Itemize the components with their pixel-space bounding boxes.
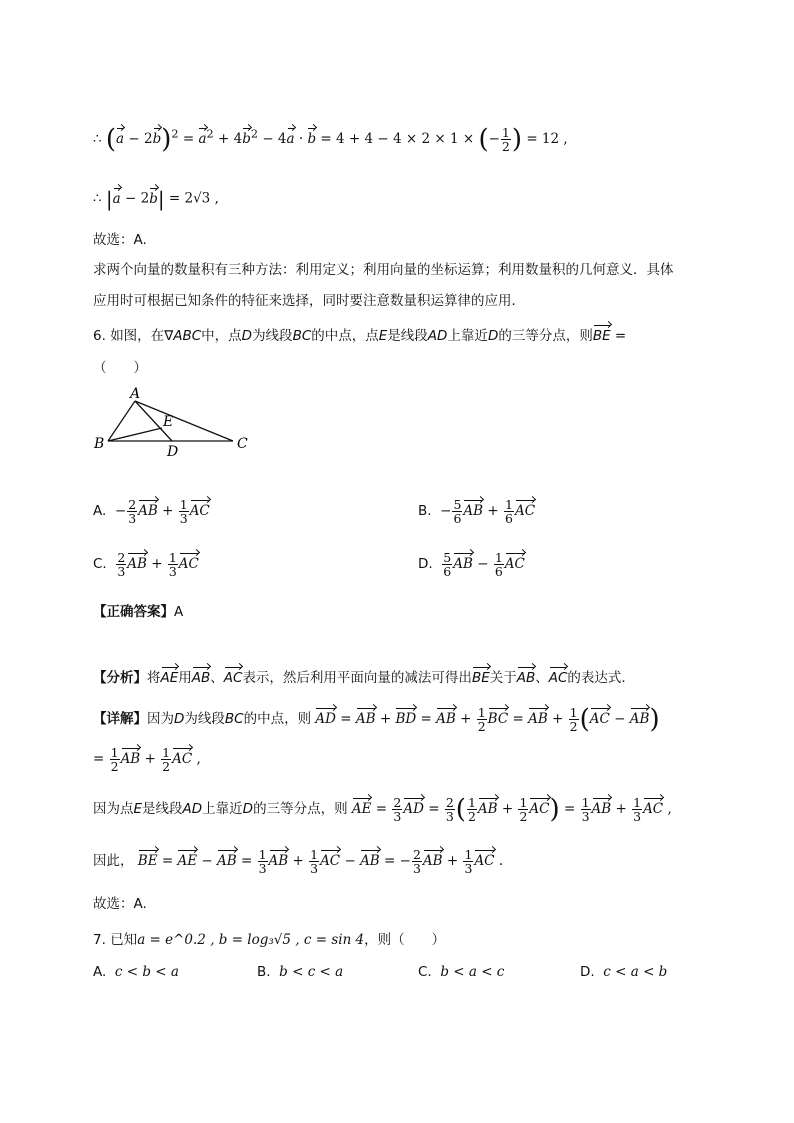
- detail-text: 是线段: [142, 801, 183, 818]
- equation-numeric: = 4 + 4 − 4 × 2 × 1 ×: [320, 131, 475, 148]
- stem-text: 的三等分点，则: [498, 328, 593, 344]
- label-d: D: [167, 444, 179, 460]
- analysis-text: 表示，然后利用平面向量的减法可得出: [242, 670, 472, 686]
- stem-text: 如图，在: [110, 328, 165, 344]
- detail-text: 的中点，则: [243, 711, 312, 728]
- stem-text: 已知: [110, 932, 138, 948]
- option-key: A.: [93, 964, 107, 980]
- option-key: B.: [418, 503, 432, 520]
- fraction: $\frac{1}{2}$: [501, 125, 510, 155]
- question-number: 7.: [93, 932, 106, 948]
- option-vector-2: AC: [514, 503, 536, 520]
- option-key: C.: [418, 964, 432, 980]
- option-coef-1: $\frac{2}{3}$: [117, 550, 126, 580]
- option-text: b < a < c: [440, 964, 505, 980]
- analysis: 【分析】将AE用AB、AC表示，然后利用平面向量的减法可得出BE关于AB、AC的表达式.: [93, 670, 626, 686]
- equation-magnitude: ∴ |a − 2b| = 2√3 ,: [93, 187, 219, 211]
- therefore-symbol: ∴: [93, 190, 102, 207]
- magnitude-result: = 2√3 ,: [168, 190, 219, 207]
- option-key: A.: [93, 503, 107, 520]
- analysis-label: 【分析】: [93, 670, 147, 686]
- detail-line-2: = $\frac{1}{2}$ AB + $\frac{1}{2}$ AC ,: [93, 745, 201, 775]
- option-coef-2: $\frac{1}{3}$: [179, 497, 188, 527]
- label-a: A: [130, 386, 141, 402]
- triangle-figure: [90, 384, 260, 474]
- question-6-stem: 6. 如图，在∇ABC中，点D为线段BC的中点，点E是线段AD上靠近D的三等分点，则BE =: [93, 328, 627, 344]
- option-coef-1: $\frac{5}{6}$: [453, 497, 462, 527]
- option-key: D.: [580, 964, 595, 980]
- option-operator: +: [162, 503, 174, 520]
- option-coef-2: $\frac{1}{6}$: [505, 497, 513, 527]
- question-7-stem: [93, 928, 701, 948]
- question-6-paren: （ ）: [93, 360, 147, 376]
- analysis-text: 、: [210, 670, 224, 686]
- label-b: B: [94, 436, 105, 452]
- detail-text: 上靠近: [202, 801, 243, 818]
- vector-b: b: [152, 131, 162, 148]
- point-label: E: [133, 801, 143, 818]
- option-text: c < b < a: [114, 964, 179, 980]
- side-ac: [135, 401, 233, 441]
- label-e: E: [163, 414, 174, 430]
- option-operator: +: [487, 503, 499, 520]
- answer-label: 【正确答案】: [93, 604, 174, 620]
- detail-line-4: 因此， BE = AE − AB = $\frac{1}{3}$ AB + $\frac{1}{3}$ AC − AB = − $\frac{2}{3}$ AB + $\frac{1}{3}$ AC .: [93, 847, 504, 877]
- equation-square-expansion: ∴ $(a - 2b)^2 = a^2 + 4b^2 - 4a \cdot b = 4 + 4 - 4 \times 2 \times 1$ × (− $\frac{1}{2}$ ) = 12 ,: [93, 124, 568, 155]
- option-text: b < c < a: [279, 964, 344, 980]
- option-coef-1: $\frac{5}{6}$: [443, 550, 452, 580]
- q6-option-c[interactable]: [93, 551, 199, 578]
- option-key: B.: [257, 964, 271, 980]
- option-key: D.: [418, 556, 433, 573]
- q6-option-a[interactable]: [93, 498, 210, 525]
- analysis-text: 用: [178, 670, 192, 686]
- point-label: D: [174, 711, 185, 728]
- option-vector-1: AB: [453, 556, 473, 573]
- option-key: C.: [93, 556, 107, 573]
- stem-expression: a = e^0.2 , b = log₃√5 , c = sin 4: [137, 932, 365, 948]
- option-operator: −: [477, 556, 489, 573]
- detail-line-1: 【详解】因为D为线段BC的中点，则 AD = AB + BD = AB + $\frac{1}{2}$ BC = AB + $\frac{1}{2}$ (AC − AB): [93, 704, 660, 735]
- question-number: 6.: [93, 328, 106, 344]
- q6-option-b[interactable]: [418, 498, 535, 525]
- choose-answer-5: 故选：A.: [93, 232, 147, 248]
- detail-label: 【详解】: [93, 711, 147, 728]
- method-note-line-1: 求两个向量的数量积有三种方法：利用定义；利用向量的坐标运算；利用数量积的几何意义．具体: [93, 262, 674, 278]
- analysis-text: 、: [535, 670, 549, 686]
- option-coef-1: $\frac{2}{3}$: [128, 497, 137, 527]
- option-vector-2: AC: [178, 556, 199, 573]
- stem-text: 是线段: [387, 328, 428, 344]
- point-label: E: [378, 328, 388, 344]
- point-label: D: [242, 801, 254, 818]
- stem-text: 的中点，点: [311, 328, 379, 344]
- option-sign: −: [114, 503, 127, 520]
- detail-text: 因此，: [93, 853, 134, 870]
- label-c: C: [237, 436, 248, 452]
- q7-option-d[interactable]: [580, 964, 667, 980]
- stem-text: 上靠近: [447, 328, 488, 344]
- option-vector-1: AB: [463, 503, 484, 520]
- option-vector-2: AC: [504, 556, 525, 573]
- answer-value: A: [174, 604, 184, 620]
- analysis-text: 将: [147, 670, 161, 686]
- detail-text: 因为点: [93, 801, 134, 818]
- q7-option-b[interactable]: [257, 964, 343, 980]
- option-vector-2: AC: [189, 503, 210, 520]
- option-vector-1: AB: [127, 556, 147, 573]
- equation-result: = 12 ,: [526, 131, 568, 148]
- q7-option-a[interactable]: [93, 964, 179, 980]
- option-vector-1: AB: [138, 503, 158, 520]
- option-sign: −: [440, 503, 452, 520]
- option-text: c < a < b: [603, 964, 668, 980]
- analysis-text: 关于: [489, 670, 517, 686]
- therefore-symbol: ∴: [93, 131, 102, 148]
- method-note-line-2: 应用时可根据已知条件的特征来选择，同时要注意数量积运算律的应用．: [93, 293, 525, 309]
- detail-text: 的三等分点，则: [253, 801, 348, 818]
- stem-text: ，则（ ）: [364, 932, 446, 948]
- point-label: D: [487, 328, 499, 344]
- detail-text: 因为: [147, 711, 174, 728]
- point-label: D: [241, 328, 253, 344]
- detail-text: 为线段: [184, 711, 225, 728]
- q6-option-d[interactable]: [418, 551, 525, 578]
- option-operator: +: [151, 556, 163, 573]
- correct-answer: [93, 600, 701, 620]
- stem-text: 为线段: [252, 328, 293, 344]
- choose-answer-6: 故选：A.: [93, 896, 147, 912]
- option-coef-2: $\frac{1}{3}$: [168, 550, 177, 580]
- analysis-text: 的表达式.: [567, 670, 626, 686]
- stem-text: 中，点: [201, 328, 242, 344]
- q7-option-c[interactable]: [418, 964, 504, 980]
- detail-line-3: 因为点E是线段AD上靠近D的三等分点，则 AE = $\frac{2}{3}$ AD = $\frac{2}{3}$ ( $\frac{1}{2}$ AB + $\frac{1}{2}$ AC) = $\frac{1}{3}$ AB + $\frac{1}{3}$ AC ,: [93, 794, 672, 825]
- triangle-symbol: ∇ABC: [164, 328, 202, 344]
- vector-a: a: [116, 131, 125, 148]
- option-coef-2: $\frac{1}{6}$: [494, 550, 503, 580]
